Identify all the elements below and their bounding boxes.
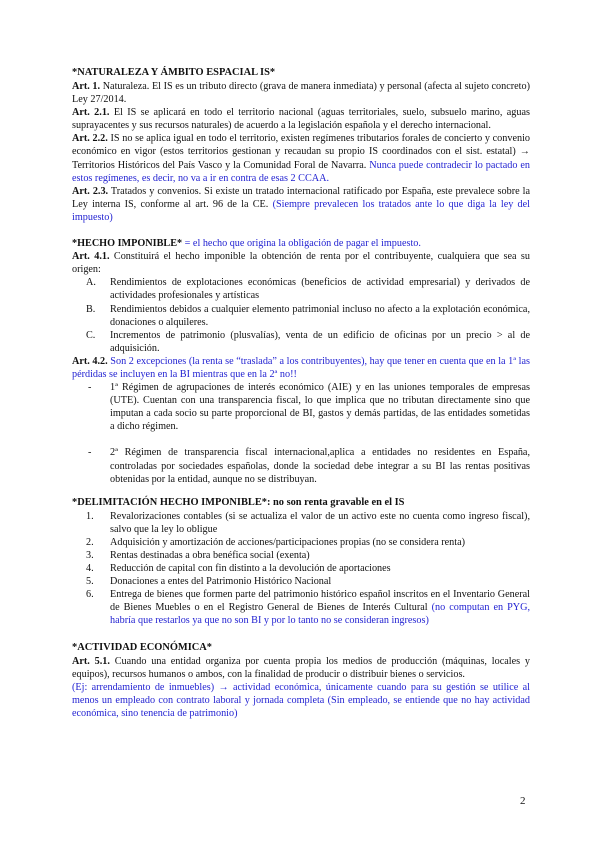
art-5-1-paragraph (72, 655, 530, 681)
list-marker: 4. (86, 563, 94, 575)
section-heading-naturaleza: *NATURALEZA Y ÁMBITO ESPACIAL IS* (72, 67, 276, 78)
art-text: Cuando una entidad organiza por cuenta propia los medios de producción (máquinas, locales y equipos), recursos humanos o ambos, con la finalidad de producir o distribuir bienes o servicios. (72, 655, 530, 680)
dash-marker: - (88, 447, 92, 459)
list-marker: 3. (86, 550, 94, 561)
list-item-text (110, 588, 530, 627)
list-item (72, 562, 530, 575)
list-item-body: Entrega de bienes que formen parte del patrimonio histórico español inscritos en el Inventario General de Bienes Muebles o en el Registro General de Bienes de Interés Cultural (110, 589, 530, 614)
dash-item-aie (72, 381, 530, 433)
exclusions-list (72, 510, 530, 628)
art-2-1-paragraph (72, 106, 530, 132)
list-item-text: Donaciones a entes del Patrimonio Histórico Nacional (110, 576, 332, 588)
list-item (72, 276, 530, 302)
art-number: Art. 5.1. (72, 655, 110, 667)
annotation-note: Nunca puede contradecir lo pactado en estos regímenes, es decir, no va a ir en contra de esas 2 CCAA. (72, 159, 530, 184)
annotation-note: (Siempre prevalecen los tratados ante lo que diga la ley del impuesto) (72, 198, 530, 223)
annotation-note: (Ej: arrendamiento de inmuebles) → actividad económica, únicamente cuando para su gestión se utilice al menos un empleado con contrato laboral y jornada completa (Sin empleado, se entiende que no hay actividad económica, sino tenencia de patrimonio) (72, 681, 530, 719)
art-4-2-paragraph (72, 355, 530, 381)
income-sources-list (72, 276, 530, 355)
art-text: Constituirá el hecho imponible la obtención de renta por el contribuyente, cualquiera que sea su origen: (72, 251, 530, 276)
list-item-text: Rendimientos de explotaciones económicas (beneficios de actividad empresarial) y derivados de actividades profesionales y artísticas (110, 277, 530, 302)
list-item-text: Incrementos de patrimonio (plusvalías), venta de un edificio de oficinas por un precio > al de adquisición. (110, 329, 530, 354)
page-number: 2 (520, 795, 526, 807)
list-item (72, 588, 530, 627)
art-text: El IS se aplicará en todo el territorio nacional (aguas territoriales, suelo, subsuelo marino, aguas suprayacentes y sus recursos naturales) de acuerdo a la legislación española y el derecho internacional. (72, 107, 530, 132)
art-2-2-paragraph (72, 132, 530, 184)
list-marker: A. (86, 277, 96, 289)
document-body (72, 66, 530, 720)
art-text: Tratados y convenios. Si existe un tratado internacional ratificado por España, este prevalece sobre la Ley interna IS, conforme al art. 96 de la CE. (72, 185, 530, 210)
list-item (72, 329, 530, 355)
list-item (72, 510, 530, 536)
art-number: Art. 2.2. (72, 133, 108, 145)
list-item (72, 303, 530, 329)
annotation-note: = el hecho que origina la obligación de pagar el impuesto. (182, 238, 421, 250)
list-marker: 5. (86, 576, 94, 588)
list-marker: 2. (86, 536, 94, 548)
list-item-text: Reducción de capital con fin distinto a la devolución de aportaciones (110, 563, 391, 575)
list-marker: B. (86, 303, 96, 315)
section-heading-actividad: *ACTIVIDAD ECONÓMICA* (72, 641, 212, 653)
art-number: Art. 4.1. (72, 251, 110, 263)
list-marker: 1. (86, 510, 94, 522)
list-item-text: Adquisición y amortización de acciones/participaciones propias (no se considera renta) (110, 536, 466, 548)
dash-marker: - (88, 382, 92, 394)
art-number: Art. 1. (72, 81, 101, 92)
dash-item-tfi (72, 446, 530, 485)
section-heading-text: *HECHO IMPONIBLE* (72, 238, 183, 250)
annotation-note: Son 2 excepciones (la renta se “traslada” a los contribuyentes), hay que tener en cuenta que en la 1ª las pérdidas se incluyen en la BI mientras que en la 2ª no!! (72, 355, 530, 380)
art-number: Art. 2.3. (72, 185, 109, 197)
list-item-text: Revalorizaciones contables (si se actualiza el valor de un activo este no cuenta como ingreso fiscal), salvo que la ley lo obligue (110, 510, 530, 535)
art-number: Art. 4.2. (72, 355, 108, 367)
art-2-3-paragraph (72, 185, 530, 224)
list-marker: 6. (86, 589, 94, 601)
list-item (72, 536, 530, 549)
list-item (72, 575, 530, 588)
art-text: IS no se aplica igual en todo el territorio, existen regímenes tributarios forales de concierto y convenio económico en vigor (estos territorios gestionan y recaudan su propio IS coordinados con el sist. estatal) → Territorios Históricos del País Vasco y la Comunidad Foral de Navarra. (72, 133, 530, 171)
section-heading-hecho-imponible (72, 237, 530, 250)
list-item-text: Rendimientos debidos a cualquier elemento patrimonial incluso no afecto a la explotación económica, donaciones o alquileres. (110, 303, 530, 328)
art-number: Art. 2.1. (72, 107, 110, 119)
dash-item-text: 2ª Régimen de transparencia fiscal internacional,aplica a entidades no residentes en España, controladas por sociedades españolas, donde la sociedad debe integrar a su BI las rentas positivas obtenidas por la entidad, aunque no se distribuyan. (110, 447, 530, 485)
art-1-paragraph (72, 80, 530, 106)
art-4-1-paragraph (72, 250, 530, 276)
annotation-note: (no computan en PYG, habría que restarlos ya que no son BI y por lo tanto no se consideran ingresos) (110, 602, 531, 627)
list-marker: C. (86, 329, 96, 341)
dash-item-text: 1ª Régimen de agrupaciones de interés económico (AIE) y en las uniones temporales de empresas (UTE). Cuentan con una transparencia fiscal, lo que implica que no tributan directamente sino que imputan a cada socio su parte proporcional de BI, gastos y demás partidas, de las entidades sometidas a dicho régimen. (110, 382, 530, 433)
section-heading-delimitacion: *DELIMITACIÓN HECHO IMPONIBLE*: no son renta gravable en el IS (72, 496, 405, 508)
art-text: Naturaleza. El IS es un tributo directo (grava de manera inmediata) y personal (afecta al sujeto concreto) Ley 27/2014. (72, 81, 530, 106)
list-item-text: Rentas destinadas a obra benéfica social (exenta) (110, 550, 310, 561)
list-item (72, 549, 530, 562)
